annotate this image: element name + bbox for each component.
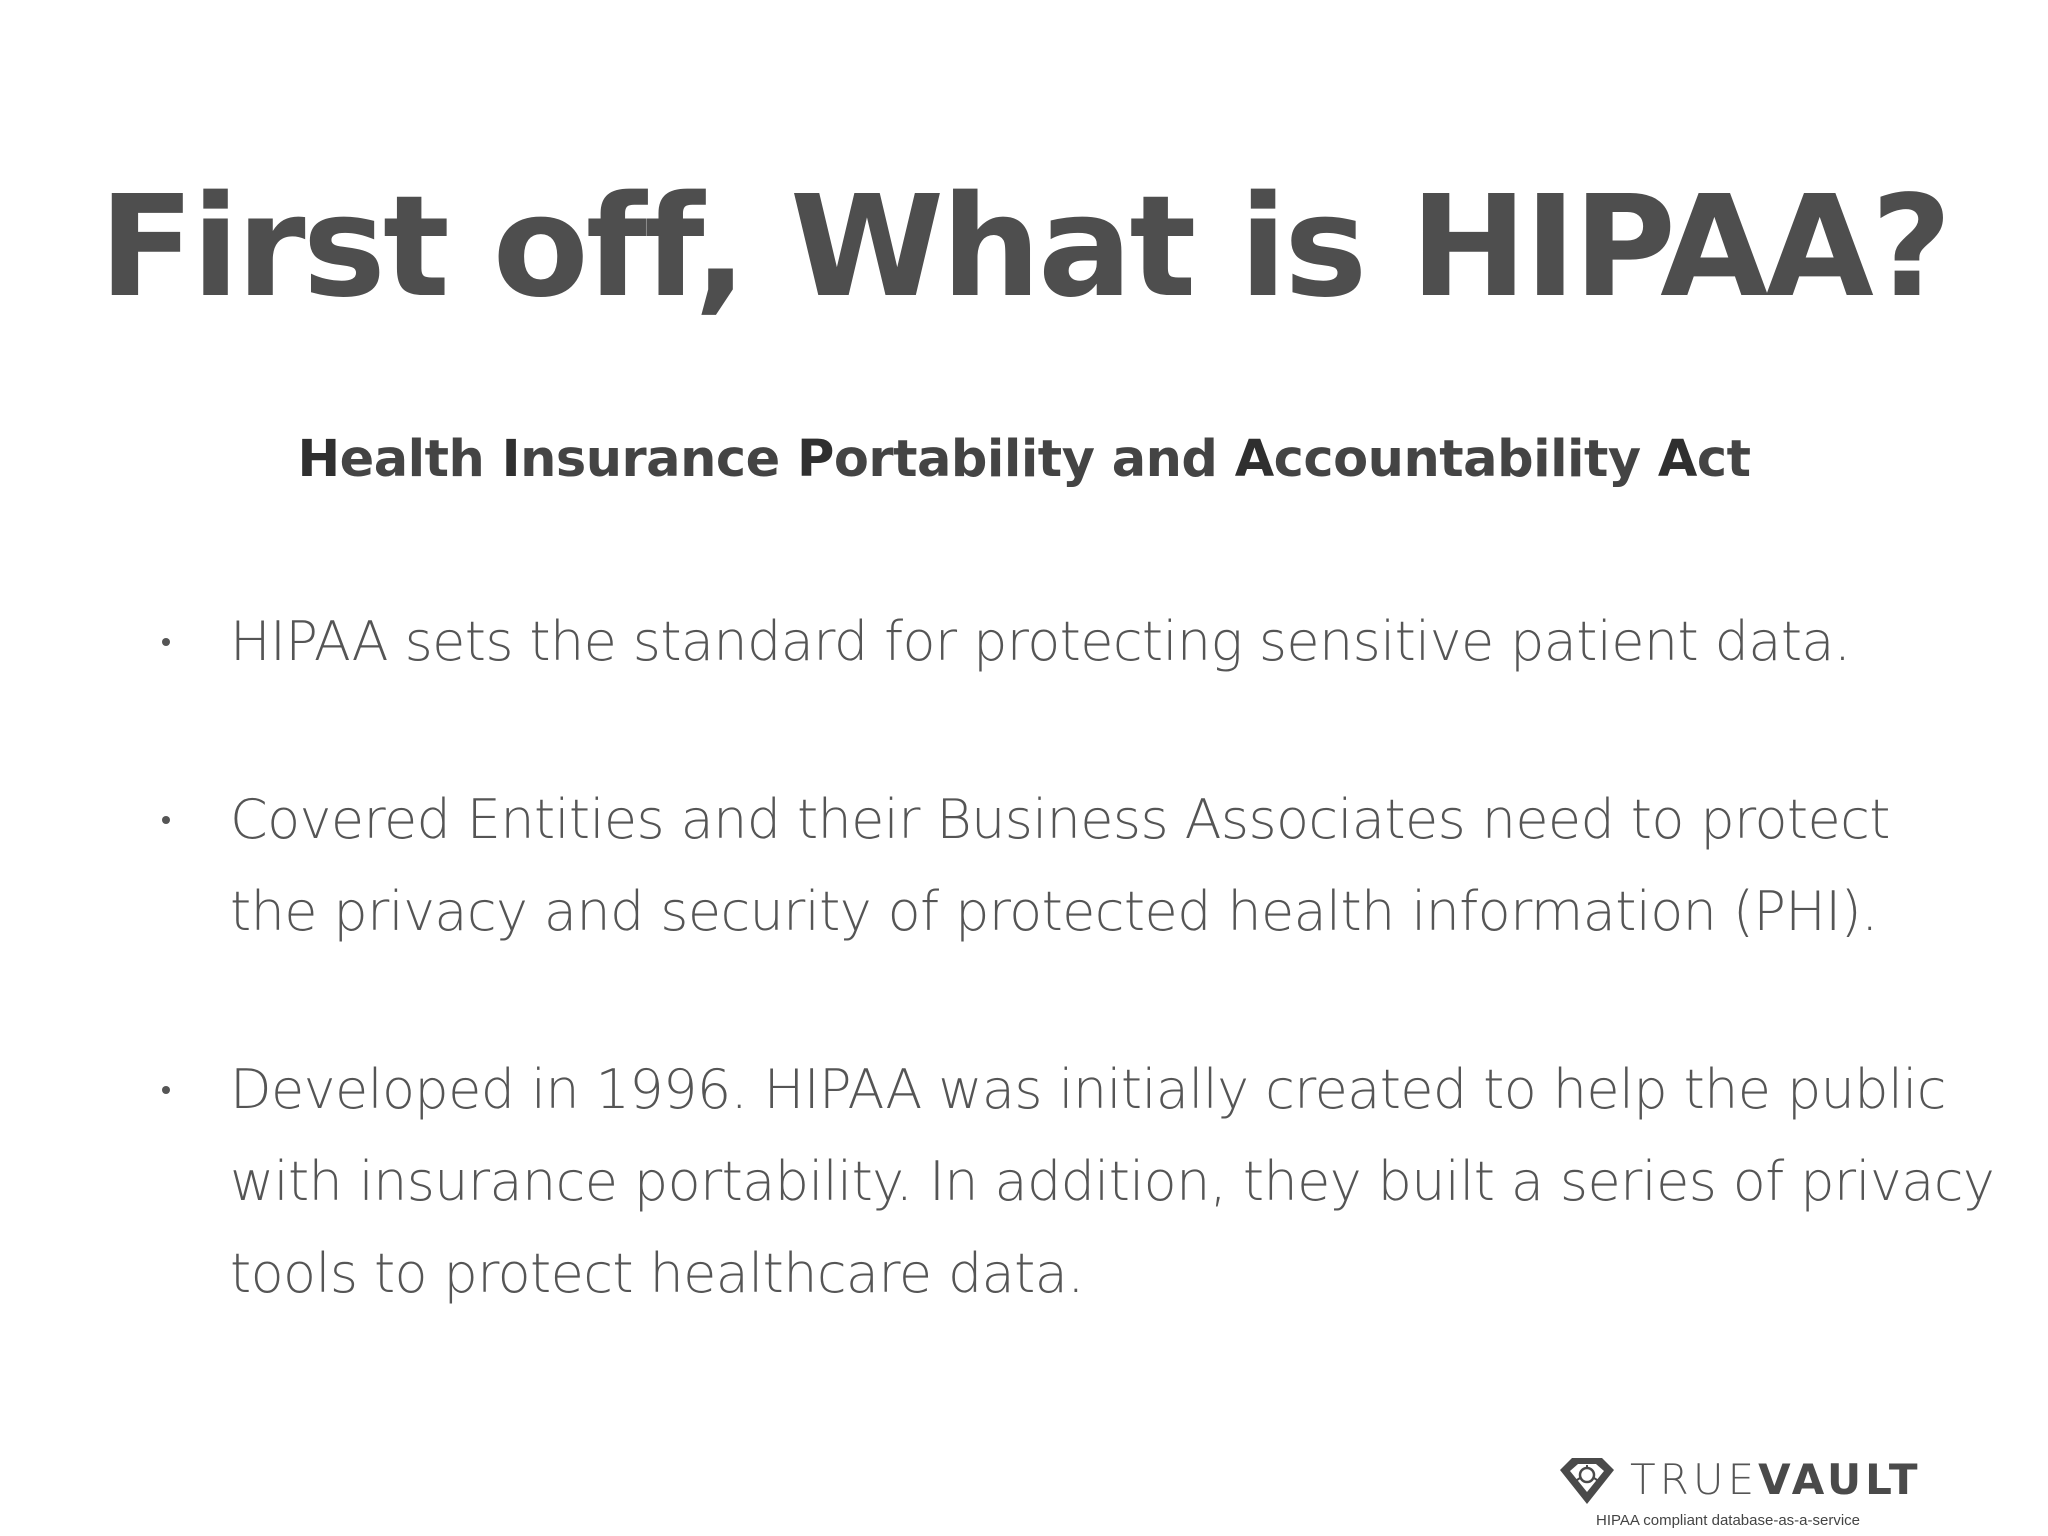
acronym-letter: A	[1657, 430, 1697, 489]
page-title: First off, What is HIPAA?	[98, 166, 1950, 329]
vault-shield-icon	[1556, 1454, 1618, 1508]
acronym-letter: A	[1234, 430, 1274, 489]
acronym-letter: I	[501, 430, 521, 489]
logo-word-bold: VAULT	[1758, 1455, 1922, 1504]
logo-tagline: HIPAA compliant database-as-a-service	[1596, 1512, 1861, 1529]
bullet-line: HIPAA sets the standard for protecting sensitive patient data.	[230, 610, 1851, 673]
bullet-line: Covered Entities and their Business Associates need to protect	[230, 788, 1890, 851]
bullet-line: with insurance portability. In addition, they built a series of privacy	[230, 1150, 1995, 1213]
acronym-letter: P	[796, 430, 834, 489]
acronym-word-rest: ccountability	[1273, 430, 1658, 489]
acronym-word-rest: ct	[1696, 430, 1751, 489]
acronym-word-rest: ealth	[339, 430, 502, 489]
acronym-letter: H	[297, 430, 340, 489]
acronym-word-rest: nsurance	[520, 430, 797, 489]
bullet-line: tools to protect healthcare data.	[230, 1242, 1084, 1305]
bullet-text	[230, 1044, 1995, 1320]
bullet-dot-icon	[162, 816, 170, 824]
bullet-line: Developed in 1996. HIPAA was initially created to help the public	[230, 1058, 1946, 1121]
bullet-line: the privacy and security of protected health information (PHI).	[230, 880, 1878, 943]
bullet-dot-icon	[162, 638, 170, 646]
logo-word-light: TRUE	[1630, 1455, 1759, 1504]
acronym-word-rest: ortability and	[833, 430, 1235, 489]
truevault-logo	[1556, 1450, 1922, 1530]
logo-wordmark	[1630, 1450, 1922, 1510]
bullet-text	[230, 774, 1930, 958]
bullet-dot-icon	[162, 1086, 170, 1094]
bullet-text	[230, 596, 1930, 688]
